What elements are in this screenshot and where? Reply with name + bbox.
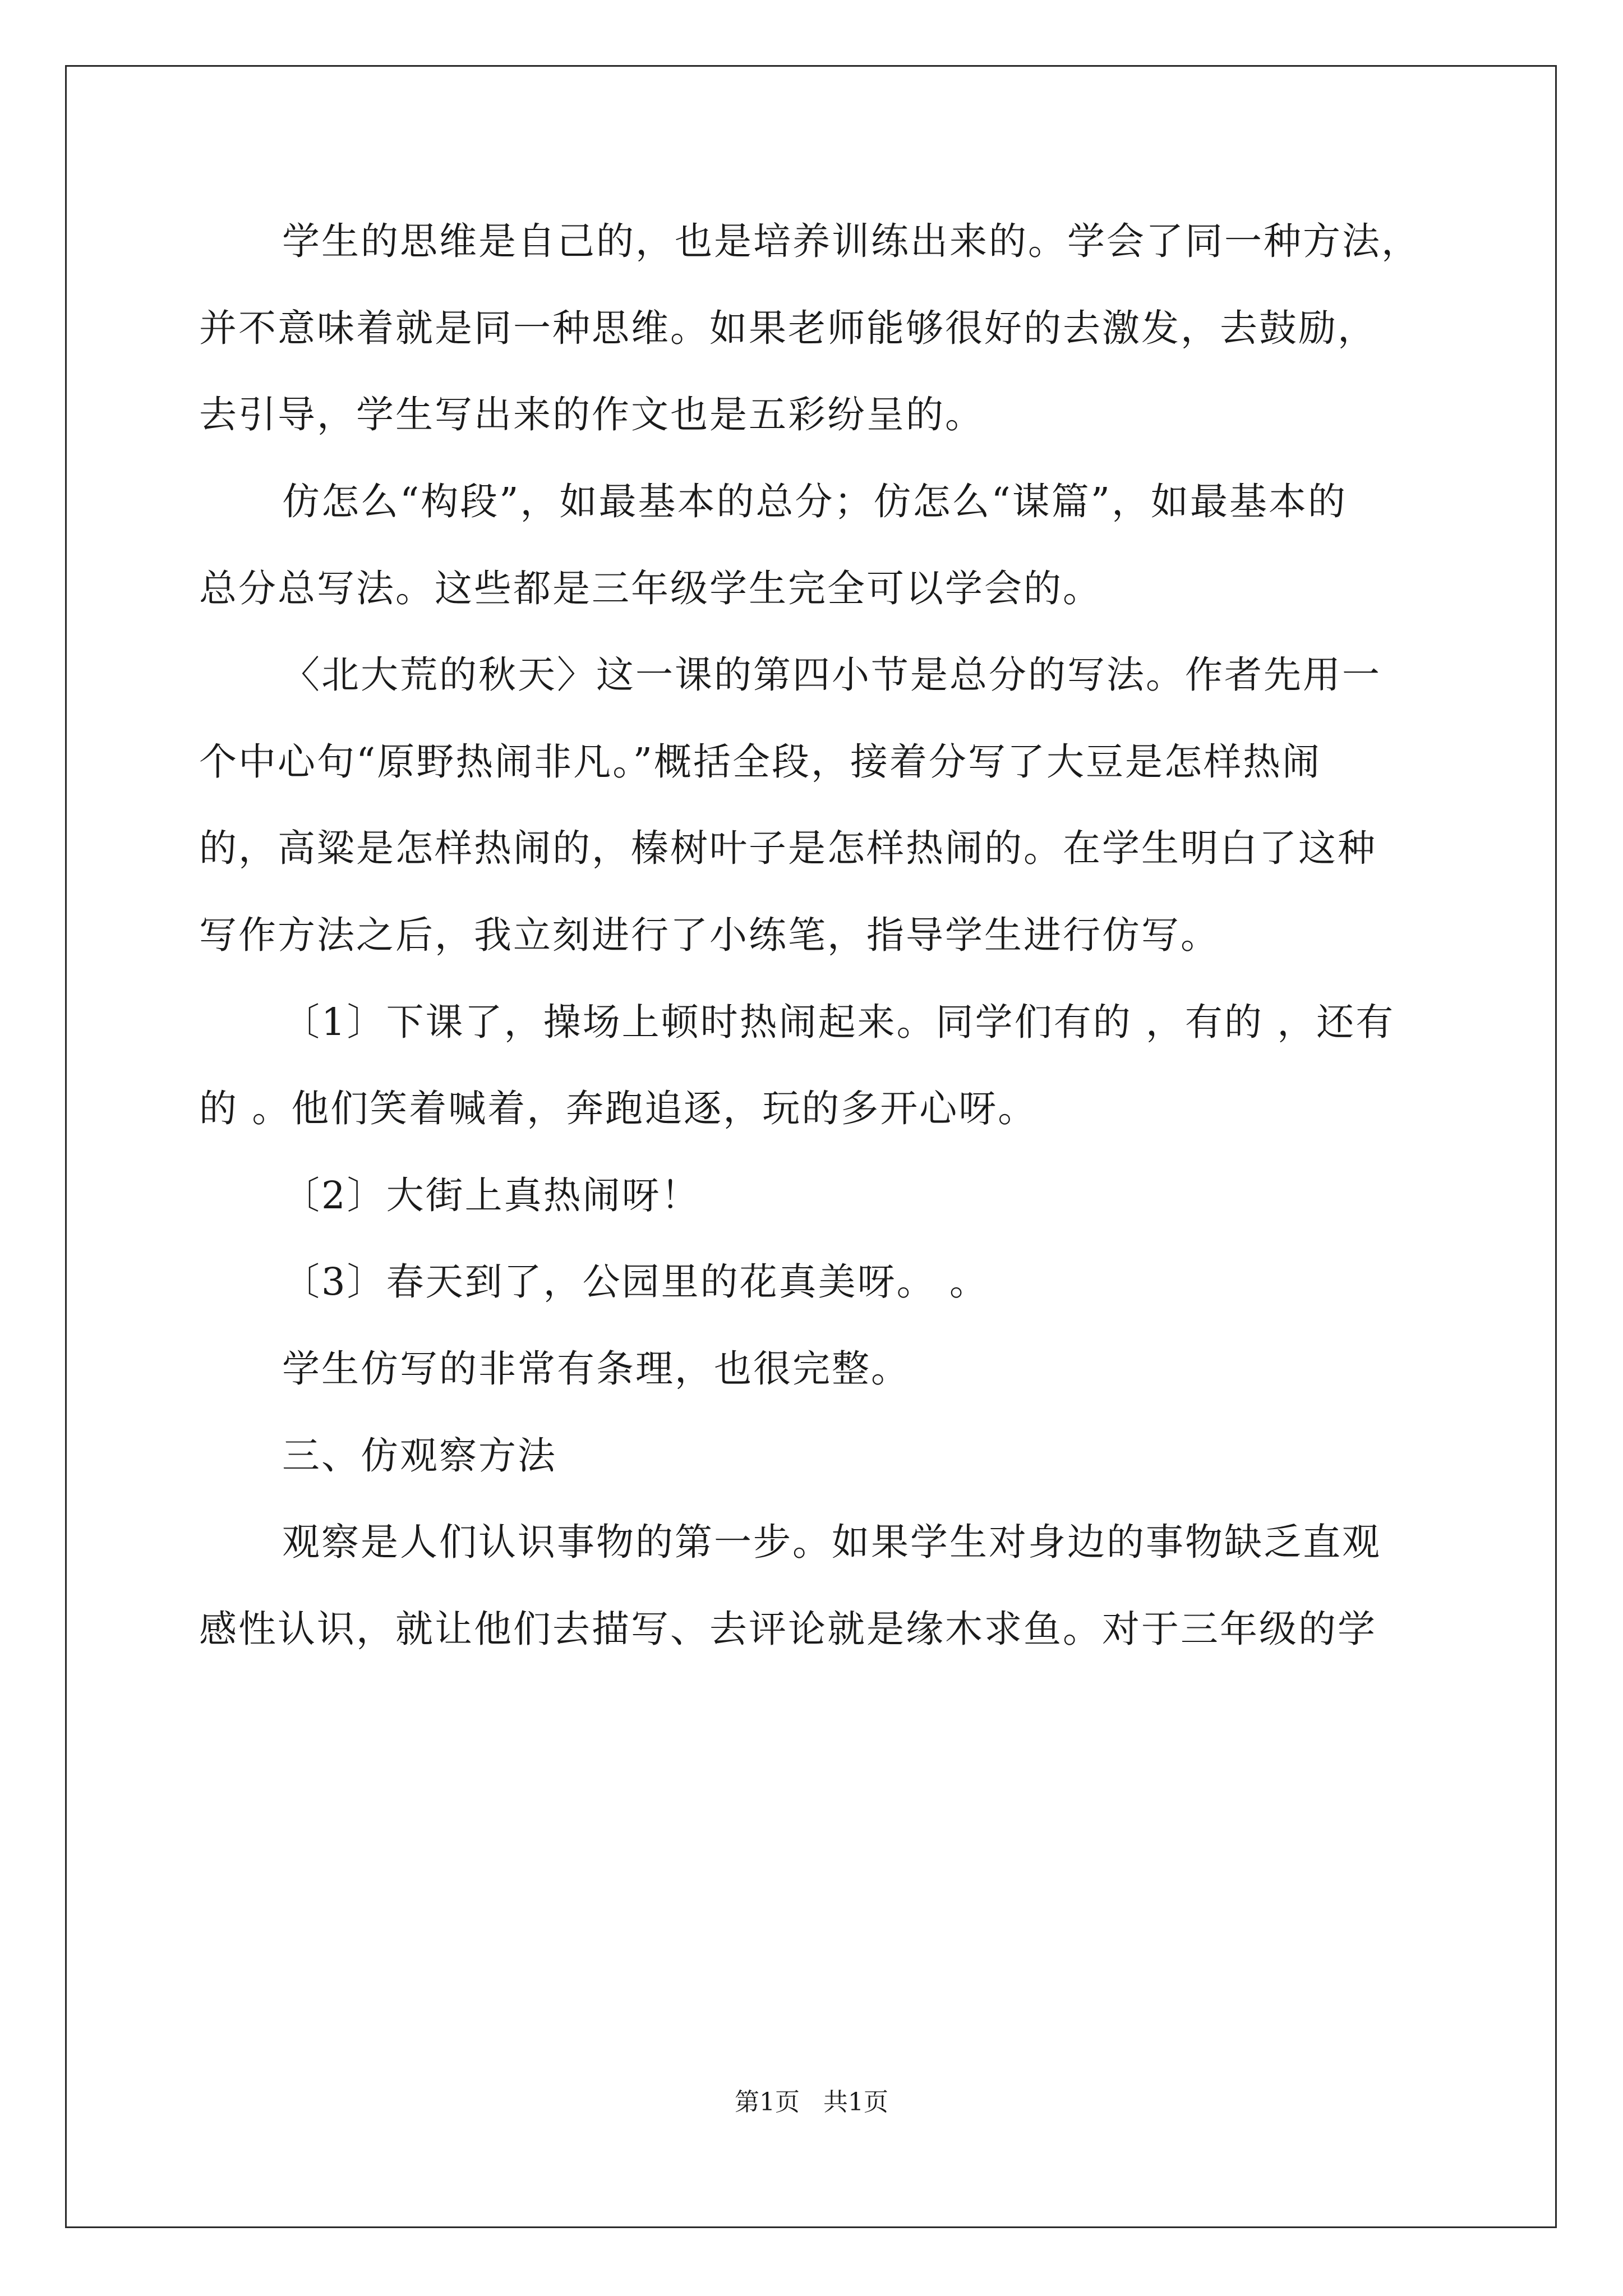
- paragraph-line: 〔1〕下课了，操场上顿时热闹起来。同学们有的 ，有的 ，还有: [282, 1000, 1395, 1044]
- paragraph-line: 去引导，学生写出来的作文也是五彩纷呈的。: [199, 393, 984, 436]
- paragraph-line: 的 。他们笑着喊着，奔跑追逐，玩的多开心呀。: [199, 1087, 1038, 1130]
- page-number-total: 共1页: [823, 2088, 888, 2116]
- paragraph-line: 学生仿写的非常有条理，也很完整。: [282, 1347, 910, 1391]
- paragraph-line: 观察是人们认识事物的第一步。如果学生对身边的事物缺乏直观: [282, 1520, 1381, 1564]
- paragraph-line: 学生的思维是自己的，也是培养训练出来的。学会了同一种方法，: [282, 219, 1421, 263]
- paragraph-line: 写作方法之后，我立刻进行了小练笔，指导学生进行仿写。: [199, 913, 1220, 957]
- section-heading: 三、仿观察方法: [282, 1434, 557, 1478]
- paragraph-line: 〔2〕大街上真热闹呀！: [282, 1174, 700, 1217]
- paragraph-line: 〔3〕春天到了，公园里的花真美呀。 。: [282, 1260, 989, 1304]
- paragraph-line: 仿怎么“构段”，如最基本的总分；仿怎么“谋篇”，如最基本的: [282, 480, 1348, 523]
- paragraph-line: 总分总写法。这些都是三年级学生完全可以学会的。: [199, 567, 1102, 610]
- paragraph-line: 的，高粱是怎样热闹的，榛树叶子是怎样热闹的。在学生明白了这种: [199, 826, 1377, 870]
- paragraph-line: 并不意味着就是同一种思维。如果老师能够很好的去激发，去鼓励，: [199, 306, 1377, 350]
- paragraph-line: 〈北大荒的秋天〉这一课的第四小节是总分的写法。作者先用一: [282, 653, 1381, 697]
- page-number-current: 第1页: [735, 2088, 800, 2116]
- page-footer: [0, 2086, 1623, 2119]
- paragraph-line: 感性认识，就让他们去描写、去评论就是缘木求鱼。对于三年级的学: [199, 1607, 1377, 1651]
- paragraph-line: 个中心句“原野热闹非凡。”概括全段，接着分写了大豆是怎样热闹: [199, 740, 1322, 784]
